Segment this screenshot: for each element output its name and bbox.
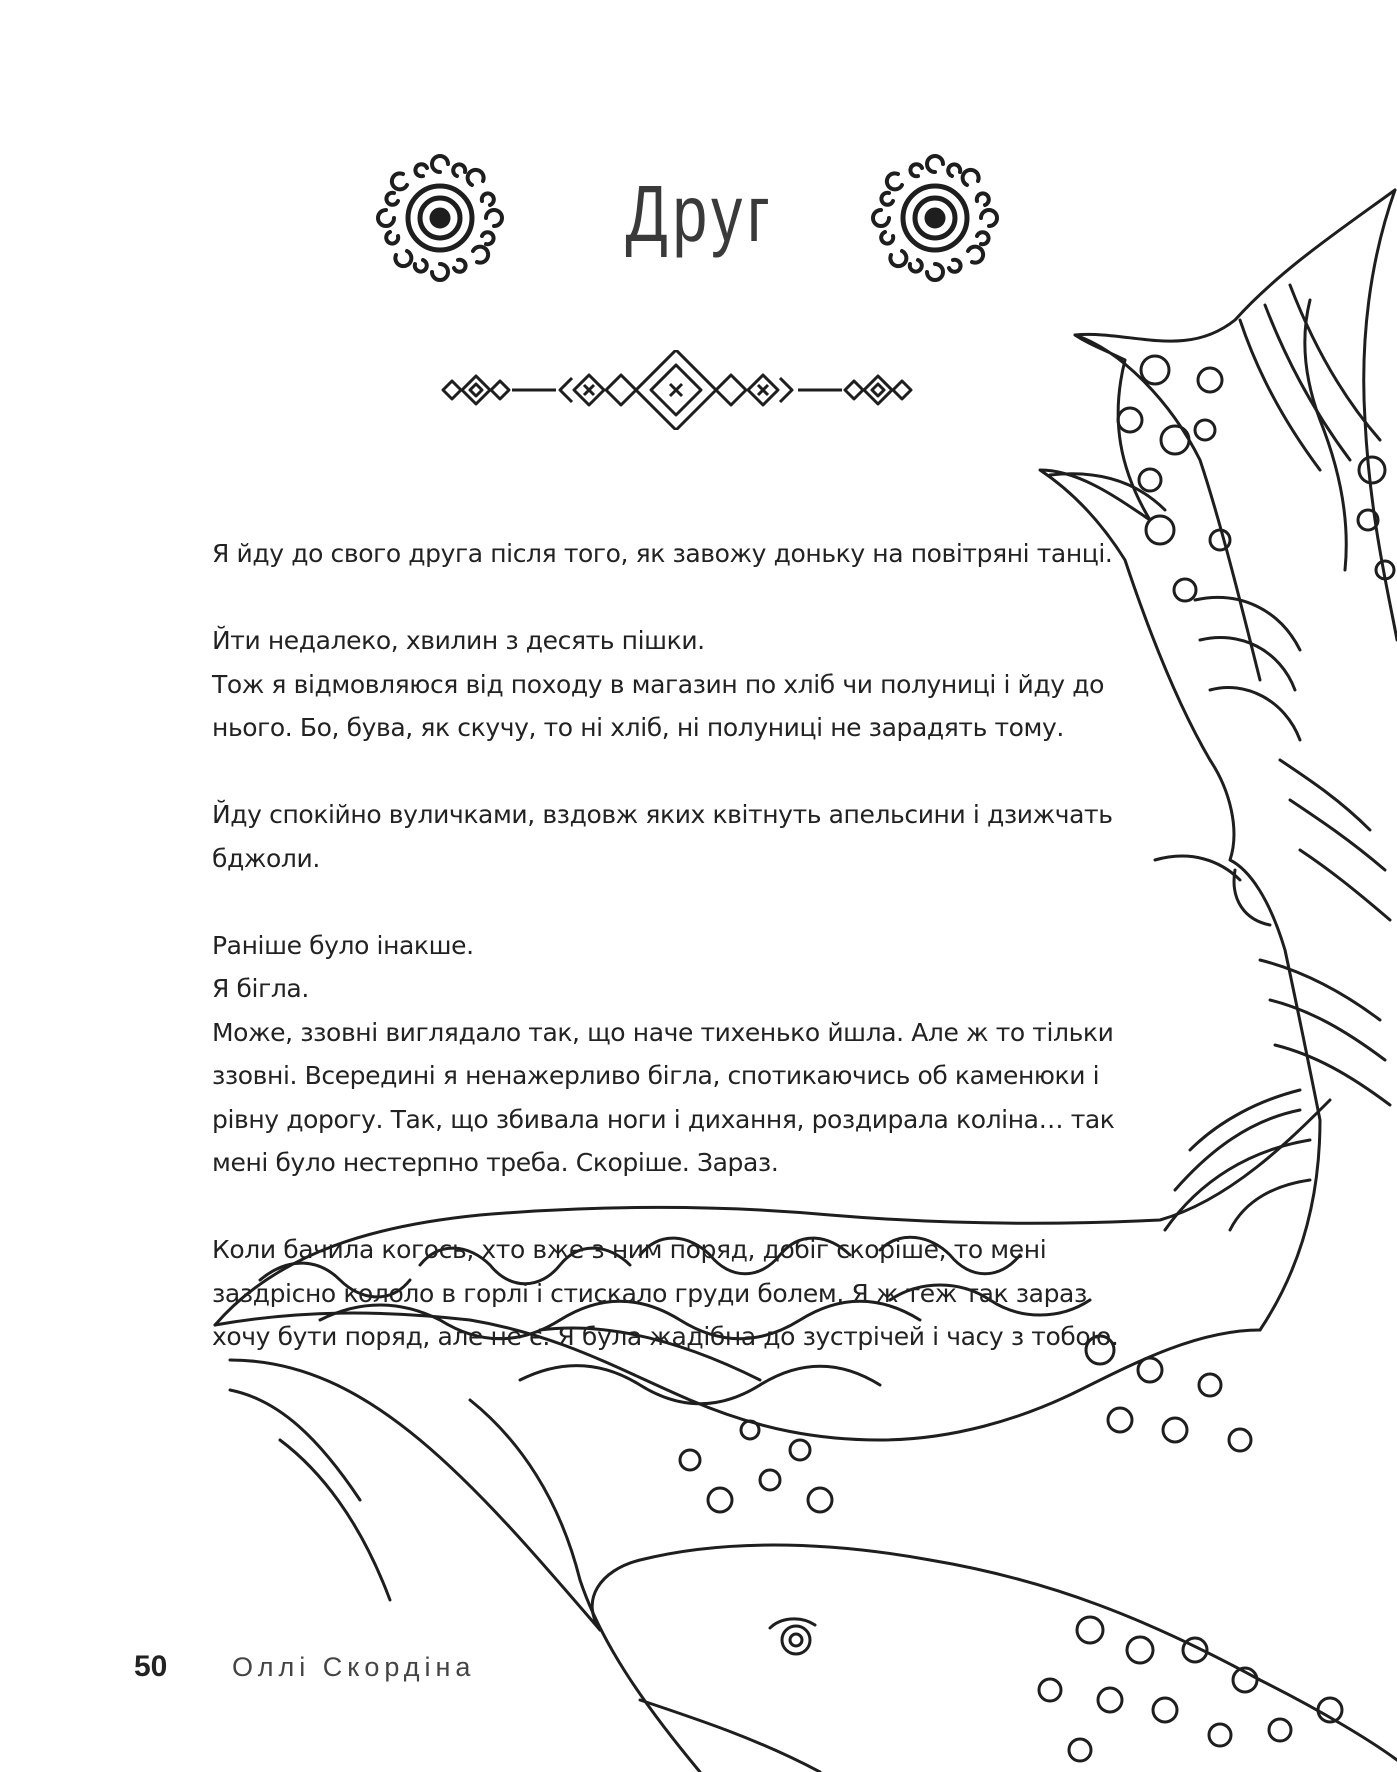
text-line: ззовні. Всередині я ненажерливо бігла, спотикаючись об каменюки і <box>212 1061 1100 1090</box>
text-line: Йти недалеко, хвилин з десять пішки. <box>212 626 705 655</box>
paragraph <box>212 532 1152 576</box>
sun-ornament-icon <box>865 148 1005 288</box>
diamond-border-ornament <box>438 350 968 430</box>
page-number: 50 <box>134 1650 168 1683</box>
text-line: рівну дорогу. Так, що збивала ноги і дихання, роздирала коліна… так <box>212 1104 1115 1134</box>
text-line: мені було нестерпно треба. Скоріше. Зараз. <box>212 1148 779 1177</box>
text-line: заздрісно кололо в горлі і стискало груди болем. Я ж теж так зараз <box>212 1278 1087 1308</box>
text-line: Я бігла. <box>212 974 309 1003</box>
text-line: Раніше було інакше. <box>212 930 474 960</box>
text-line: Може, ззовні виглядало так, що наче тихенько йшла. Але ж то тільки <box>212 1017 1114 1047</box>
text-line: Я йду до свого друга після того, як завожу доньку на повітряні танці. <box>212 539 1113 568</box>
text-line: Тож я відмовляюся від походу в магазин по хліб чи полуниці і йду до <box>212 669 1104 699</box>
sun-ornament-icon <box>370 148 510 288</box>
text-line: нього. Бо, бува, як скучу, то ні хліб, ні полуниці не зарадять тому. <box>212 713 1064 742</box>
text-line: Йду спокійно вуличками, вздовж яких квітнуть апельсини і дзижчать <box>212 800 1113 829</box>
story-text <box>212 532 1152 1402</box>
author-name: Оллі Скордіна <box>232 1652 476 1682</box>
text-line: бджоли. <box>212 843 320 873</box>
paragraph <box>212 793 1152 880</box>
paragraph <box>212 1228 1152 1359</box>
paragraph <box>212 619 1152 750</box>
page-title: Друг <box>625 169 775 258</box>
text-line: хочу бути поряд, але не є. Я була жадібна до зустрічей і часу з тобою. <box>212 1322 1119 1351</box>
paragraph <box>212 924 1152 1185</box>
text-line: Коли бачила когось, хто вже з ним поряд, добіг скоріше, то мені <box>212 1235 1047 1264</box>
